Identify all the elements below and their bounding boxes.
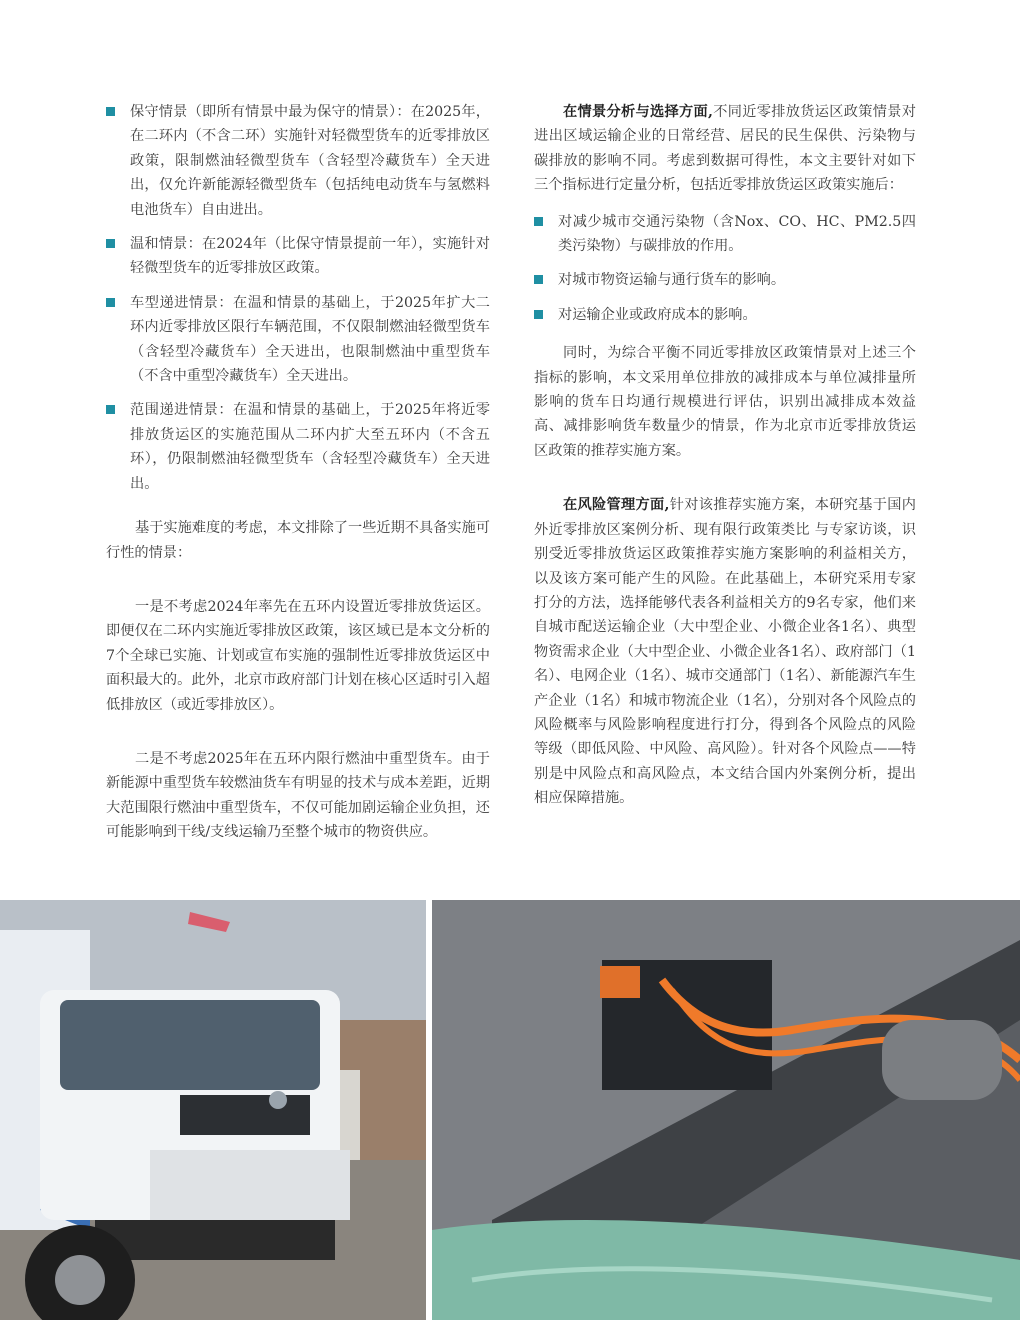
bullet-text: 保守情景（即所有情景中最为保守的情景）：在2025年，在二环内（不含二环）实施针对轻微型货车的近零排放区政策，限制燃油轻微型货车（含轻型冷藏货车）全天进出，仅允许新能源轻微型货车（包括纯电动货车与氢燃料电池货车）自由进出。 [130,104,490,218]
bullet-text: 对城市物资运输与通行货车的影响。 [558,272,786,289]
risk-management-lead: 在风险管理方面, [563,497,670,514]
bullet-square-icon [534,310,543,319]
bullet-square-icon [106,298,115,307]
bullet-text: 对减少城市交通污染物（含Nox、CO、HC、PM2.5四类污染物）与碳排放的作用。 [558,213,916,255]
indicator-list [534,210,916,328]
evaluation-paragraph: 同时，为综合平衡不同近零排放区政策情景对上述三个指标的影响，本文采用单位排放的减排成本与单位减排量所影响的货车日均通行规模进行评估，识别出减排成本效益高、减排影响货车数量少的情景，作为北京市近零排放货运区政策的推荐实施方案。 [534,345,916,459]
bullet-square-icon [106,107,115,116]
bullet-text: 车型递进情景：在温和情景的基础上，于2025年扩大二环内近零排放区限行车辆范围，不仅限制燃油轻微型货车（含轻型冷藏货车）全天进出，也限制燃油中重型货车（不含中重型冷藏货车）全天进出。 [130,294,490,385]
truck-underside-photo [432,900,1020,1320]
truck-front-photo [0,900,426,1320]
scenario-bullet-vehicle-progressive [106,291,490,389]
bullet-text: 范围递进情景：在温和情景的基础上，于2025年将近零排放货运区的实施范围从二环内扩大至五环内（不含五环），仍限制燃油轻微型货车（含轻型冷藏货车）全天进出。 [130,402,490,492]
scenario-bullet-range-progressive [106,398,490,496]
bullet-square-icon [106,405,115,414]
indicator-bullet-cost [534,303,916,327]
scenario-bullet-conservative [106,100,490,222]
bullet-text: 温和情景：在2024年（比保守情景提前一年），实施针对轻微型货车的近零排放区政策。 [130,236,490,277]
right-column [534,100,916,811]
exclusion-one-paragraph: 一是不考虑2024年率先在五环内设置近零排放货运区。即便仅在二环内实施近零排放区政策，该区域已是本文分析的7个全球已实施、计划或宣布实施的强制性近零排放货运区中面积最大的。此外，北京市政府部门计划在核心区适时引入超低排放区（或近零排放区）。 [106,598,490,713]
exclusion-intro-paragraph: 基于实施难度的考虑，本文排除了一些近期不具备实施可行性的情景： [106,520,490,561]
scenario-analysis-body: 不同近零排放货运区政策情景对进出区域运输企业的日常经营、居民的民生保供、污染物与碳排放的影响不同。考虑到数据可得性，本文主要针对如下三个指标进行定量分析，包括近零排放货运区政策实施后： [534,104,916,194]
exclusion-two-paragraph: 二是不考虑2025年在五环内限行燃油中重型货车。由于新能源中重型货车较燃油货车有明显的技术与成本差距，近期大范围限行燃油中重型货车，不仅可能加剧运输企业负担，还可能影响到干线/支线运输乃至整个城市的物资供应。 [106,750,490,841]
scenario-analysis-lead: 在情景分析与选择方面, [563,104,713,120]
scenario-bullet-moderate [106,232,490,281]
bullet-square-icon [106,239,115,248]
indicator-bullet-logistics [534,268,916,292]
bullet-square-icon [534,275,543,284]
risk-management-paragraph [534,493,916,810]
scenario-analysis-paragraph [534,100,916,198]
risk-management-body: 针对该推荐实施方案，本研究基于国内外近零排放区案例分析、现有限行政策类比 与专家访谈，识别受近零排放货运区政策推荐实施方案影响的利益相关方，以及该方案可能产生的风险。在此基础上，本研究采用专家打分的方法，选择能够代表各利益相关方的9名专家，他们来自城市配送运输企业（大中型企业、小微企业各1名）、典型物资需求企业（大中型企业、小微企业各1名）、政府部门（1名）、电网企业（1名）、城市交通部门（1名）、新能源汽车生产企业（1名）和城市物流企业（1名），分别对各个风险点的风险概率与风险影响程度进行打分，得到各个风险点的风险等级（即低风险、中风险、高风险）。针对各个风险点——特别是中风险点和高风险点，本文结合国内外案例分析，提出相应保障措施。 [534,497,916,807]
bullet-text: 对运输企业或政府成本的影响。 [558,306,757,323]
bullet-square-icon [534,217,543,226]
indicator-bullet-pollution [534,210,916,259]
left-column [106,100,490,845]
